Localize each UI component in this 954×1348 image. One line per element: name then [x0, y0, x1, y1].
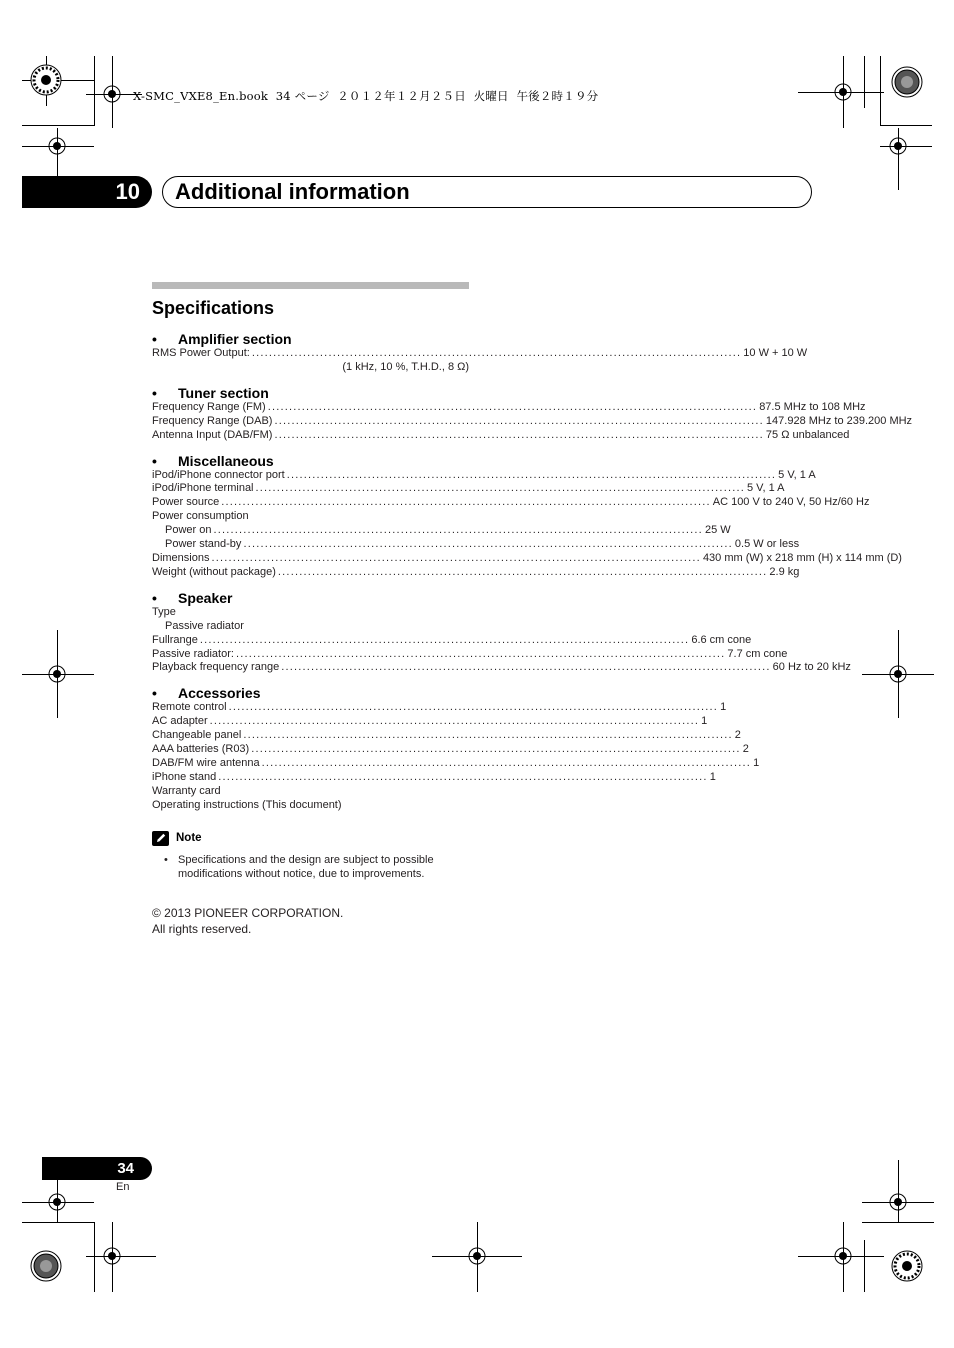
spec-row: Playback frequency range ................................................................................................................... 60 Hz to 20 kHz	[152, 661, 851, 674]
spec-row: Fullrange ................................................................................................................... 6.6 cm cone	[152, 633, 752, 646]
spec-row: Changeable panel ................................................................................................................... 2	[152, 729, 741, 742]
chapter-number: 10	[22, 176, 152, 208]
subsection-heading: • Amplifier section	[152, 331, 292, 347]
spec-label: Warranty card	[152, 784, 221, 797]
crosshair-icon	[465, 1244, 489, 1268]
spec-label: Power consumption	[152, 510, 249, 523]
subsection-heading: • Miscellaneous	[152, 452, 274, 469]
crosshair-icon	[831, 1244, 855, 1268]
speaker-section	[152, 589, 851, 676]
specifications-section	[152, 282, 913, 881]
crosshair-icon	[100, 1244, 124, 1268]
miscellaneous-section	[152, 452, 902, 580]
crosshair-icon	[100, 82, 124, 106]
crop-line	[862, 1222, 934, 1223]
spec-row: AAA batteries (R03) ................................................................................................................... 2	[152, 743, 749, 756]
spec-row: Remote control ................................................................................................................... 1	[152, 701, 727, 714]
registration-target-icon	[891, 66, 923, 98]
spec-row: RMS Power Output: ................................................................................................................... 10 W + 10 W	[152, 347, 808, 359]
spec-row: iPhone stand ................................................................................................................... 1	[152, 770, 716, 783]
chapter-header	[162, 176, 812, 208]
spec-row: Power source ................................................................................................................... AC 100 V to 240 V, 50 Hz/60 Hz	[152, 496, 870, 509]
crop-line	[880, 56, 881, 126]
spec-label: Type	[152, 605, 176, 618]
spec-row: Dimensions ................................................................................................................... 430 mm (W) x 218 mm (H) x 114 mm (D)	[152, 551, 902, 564]
crop-line	[22, 1222, 94, 1223]
crosshair-icon	[886, 662, 910, 686]
crosshair-icon	[45, 134, 69, 158]
crosshair-icon	[886, 1190, 910, 1214]
spec-row: Power stand-by ................................................................................................................... 0.5 W or less	[165, 538, 800, 551]
copyright-line: © 2013 PIONEER CORPORATION.	[152, 906, 344, 920]
crop-line	[22, 125, 94, 126]
crosshair-icon	[831, 80, 855, 104]
chapter-title: Additional information	[175, 179, 410, 204]
copyright-notice	[152, 905, 343, 937]
subsection-heading: • Tuner section	[152, 384, 269, 401]
spec-value: Passive radiator	[165, 619, 244, 632]
section-title: Specifications	[152, 298, 275, 318]
spec-row: Antenna Input (DAB/FM) ................................................................................................................... 75 Ω unbalanced	[152, 428, 850, 441]
pencil-note-icon	[152, 831, 169, 846]
spec-label: Operating instructions (This document)	[152, 798, 342, 811]
note-heading: Note	[152, 831, 469, 846]
accessories-section	[152, 685, 760, 812]
spec-row: iPod/iPhone terminal ................................................................................................................... 5 V, 1 A	[152, 482, 785, 495]
print-slug: X-SMC_VXE8_En.book 34 ページ ２０１２年１２月２５日 火曜日 午後２時１９分	[133, 89, 599, 103]
spec-row: Passive radiator: ................................................................................................................... 7.7 cm cone	[152, 647, 788, 660]
amplifier-section	[152, 331, 808, 375]
crop-line	[880, 125, 932, 126]
registration-target-icon	[30, 1250, 62, 1282]
spec-row: Power on ................................................................................................................... 25 W	[165, 524, 731, 537]
spec-row: Frequency Range (DAB) ................................................................................................................... 147.928 MHz to 239.200 MHz	[152, 414, 913, 427]
tuner-section	[152, 384, 913, 443]
spec-row: DAB/FM wire antenna ................................................................................................................... 1	[152, 756, 760, 769]
registration-target-icon	[30, 64, 62, 96]
crosshair-icon	[45, 1190, 69, 1214]
copyright-line: All rights reserved.	[152, 922, 252, 936]
spec-row: Weight (without package) ................................................................................................................... 2.9 kg	[152, 565, 800, 578]
spec-row: Frequency Range (FM) ................................................................................................................... 87.5 MHz to 108 MHz	[152, 400, 866, 413]
spec-row: AC adapter ................................................................................................................... 1	[152, 715, 708, 728]
subsection-heading: • Speaker	[152, 589, 233, 606]
crosshair-icon	[45, 662, 69, 686]
spec-row: iPod/iPhone connector port ................................................................................................................... 5 V, 1 A	[152, 468, 816, 481]
crop-line	[94, 56, 95, 126]
crosshair-icon	[886, 134, 910, 158]
spec-continuation: (1 kHz, 10 %, T.H.D., 8 Ω)	[342, 360, 469, 373]
subsection-heading: • Accessories	[152, 685, 261, 702]
crop-line	[864, 56, 865, 108]
page-number: 34	[42, 1157, 152, 1180]
note-box	[152, 831, 469, 881]
crop-line	[94, 1222, 95, 1292]
section-rule	[152, 282, 469, 289]
note-item: • Specifications and the design are subject to possible modifications without notice, due to improvements.	[164, 853, 434, 880]
crop-line	[864, 1240, 865, 1292]
page-language: En	[116, 1181, 130, 1193]
registration-target-icon	[891, 1250, 923, 1282]
